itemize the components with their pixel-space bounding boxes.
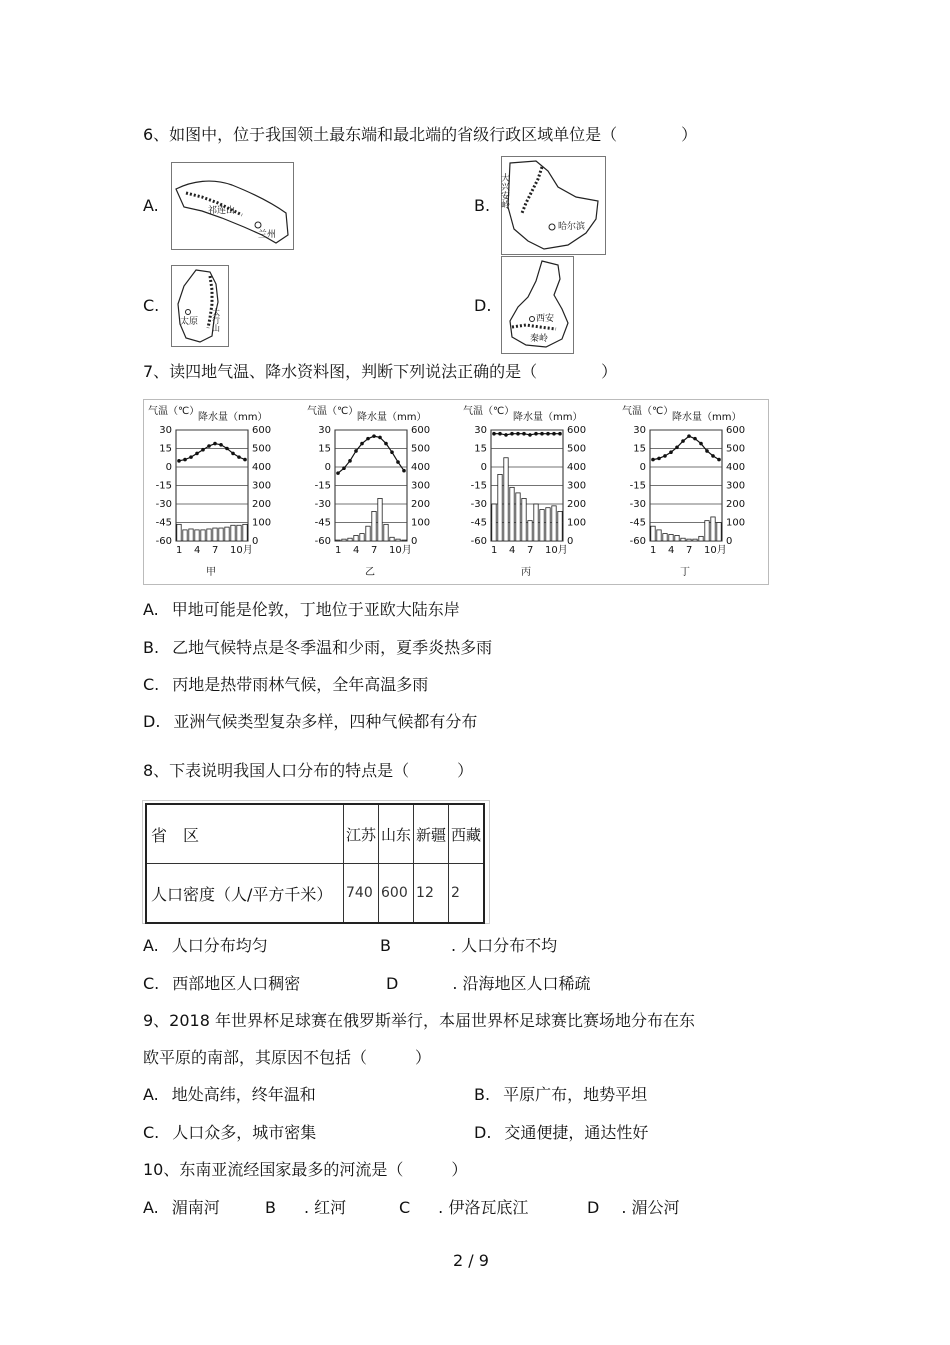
q9-option-a-text: 地处高纬，终年温和 <box>171 1085 316 1104</box>
table-province: 江苏 <box>344 804 379 864</box>
temp-point <box>717 458 721 462</box>
y-left-tick: -45 <box>155 517 172 529</box>
precip-bar <box>207 529 211 541</box>
x-tick: 10月 <box>230 545 253 556</box>
chart-title: 甲 <box>206 567 216 578</box>
precip-bar <box>705 521 709 541</box>
y-right-tick: 400 <box>252 462 272 473</box>
precip-bar <box>546 508 550 541</box>
x-tick: 10月 <box>389 545 412 556</box>
y-right-tick: 100 <box>567 517 587 529</box>
temp-point <box>360 442 364 446</box>
table-province: 山东 <box>379 804 414 864</box>
chart-title: 丙 <box>521 567 531 578</box>
y-right-tick: 600 <box>411 425 431 436</box>
map-c-label-1: 太原 <box>180 317 199 327</box>
y-left-tick: -60 <box>470 536 487 547</box>
y-right-tick: 400 <box>411 462 431 473</box>
precip-bar <box>201 530 205 541</box>
y-right-tick: 600 <box>252 425 272 436</box>
y-right-tick: 200 <box>411 499 431 510</box>
precip-bar <box>366 526 370 541</box>
chart-title: 丁 <box>680 567 690 578</box>
q9-option-a-letter: A. <box>143 1085 159 1104</box>
temp-point <box>687 434 691 438</box>
precip-axis-label: 降水量（mm） <box>357 412 427 423</box>
temp-point <box>711 454 715 458</box>
q8-option-c-text: 西部地区人口稠密 <box>172 974 301 993</box>
x-tick: 7 <box>212 545 219 556</box>
temp-axis-label: 气温（℃） <box>148 406 200 417</box>
q8-option-b <box>380 936 557 956</box>
y-right-tick: 100 <box>252 517 272 529</box>
q6-map-c <box>171 265 229 347</box>
temp-axis-label: 气温（℃） <box>622 406 674 417</box>
precip-bar <box>552 506 556 541</box>
temp-point <box>384 442 388 446</box>
map-a-label-2: 兰州 <box>258 230 277 240</box>
precip-bar <box>231 525 235 541</box>
precip-axis-label: 降水量（mm） <box>513 412 583 423</box>
precip-bar <box>219 528 223 541</box>
temp-point <box>522 432 526 436</box>
temp-point <box>552 432 556 436</box>
q9-option-b <box>474 1085 647 1105</box>
precip-bar <box>492 504 496 541</box>
x-tick: 4 <box>668 545 675 556</box>
precip-bar <box>225 527 229 541</box>
y-left-tick: -15 <box>155 480 172 492</box>
y-right-tick: 300 <box>411 480 431 492</box>
temp-point <box>219 443 223 447</box>
temp-point <box>510 432 514 436</box>
temp-point <box>237 455 241 459</box>
climate-charts-svg <box>144 400 768 584</box>
temp-point <box>231 452 235 456</box>
q7-option-c-letter: C. <box>143 675 160 694</box>
y-left-tick: -15 <box>470 480 487 492</box>
precip-bar <box>189 529 193 541</box>
precip-bar <box>711 517 715 541</box>
temp-line <box>653 436 719 459</box>
temp-point <box>657 457 661 461</box>
x-tick: 1 <box>176 545 183 556</box>
precip-bar <box>657 530 661 541</box>
q7-option-c <box>143 675 428 695</box>
x-tick: 4 <box>509 545 516 556</box>
q8-option-a-text: 人口分布均匀 <box>171 936 268 955</box>
y-left-tick: 30 <box>474 425 487 436</box>
temp-point <box>390 450 394 454</box>
precip-bar <box>336 540 340 541</box>
q9-option-b-letter: B. <box>474 1085 491 1104</box>
table-province: 西藏 <box>449 804 485 864</box>
map-d-label-1: 西安 <box>536 314 555 324</box>
y-left-tick: -60 <box>629 536 646 547</box>
q10-option-c-text: . 伊洛瓦底江 <box>438 1198 529 1217</box>
temp-point <box>189 455 193 459</box>
temp-point <box>177 459 181 463</box>
q9-option-c-text: 人口众多，城市密集 <box>172 1123 317 1142</box>
y-right-tick: 600 <box>567 425 587 436</box>
y-left-tick: -60 <box>155 536 172 547</box>
temp-point <box>498 432 502 436</box>
precip-bar <box>675 535 679 541</box>
y-left-tick: -45 <box>470 517 487 529</box>
y-right-tick: 200 <box>726 499 746 510</box>
q8-option-b-letter: B <box>380 936 391 955</box>
y-left-tick: 30 <box>159 425 172 436</box>
page-number: 2 / 9 <box>453 1251 489 1270</box>
precip-bar <box>384 524 388 541</box>
y-left-tick: 0 <box>480 462 487 473</box>
table-row-cat: 人口密度（人/平方千米） <box>146 864 344 924</box>
precip-bar <box>348 538 352 541</box>
table-density: 740 <box>344 864 379 924</box>
y-right-tick: 300 <box>567 480 587 492</box>
q7-option-d-text: 亚洲气候类型复杂多样，四种气候都有分布 <box>173 712 478 731</box>
temp-point <box>207 444 211 448</box>
y-left-tick: 0 <box>324 462 331 473</box>
precip-bar <box>651 526 655 541</box>
temp-point <box>195 452 199 456</box>
q9-option-c-letter: C. <box>143 1123 160 1142</box>
precip-bar <box>522 498 526 541</box>
q10-option-a-letter: A. <box>143 1198 159 1217</box>
temp-point <box>225 447 229 451</box>
temp-point <box>378 436 382 440</box>
temp-point <box>492 432 496 436</box>
temp-point <box>366 437 370 441</box>
q10-option-d-letter: D <box>587 1198 600 1217</box>
y-right-tick: 0 <box>567 536 574 547</box>
y-left-tick: -30 <box>314 499 331 510</box>
x-tick: 7 <box>686 545 693 556</box>
x-tick: 10月 <box>545 545 568 556</box>
x-tick: 7 <box>371 545 378 556</box>
y-right-tick: 200 <box>252 499 272 510</box>
temp-point <box>534 432 538 436</box>
precip-bar <box>396 539 400 541</box>
temp-point <box>693 437 697 441</box>
y-left-tick: 0 <box>165 462 172 473</box>
map-b-label-2: 哈尔滨 <box>558 222 586 232</box>
temp-point <box>396 460 400 464</box>
q10-stem: 10、东南亚流经国家最多的河流是（ ） <box>143 1160 468 1179</box>
precip-axis-label: 降水量（mm） <box>198 412 268 423</box>
q8-option-d-text: . 沿海地区人口稀疏 <box>452 974 591 993</box>
table-row <box>146 864 484 924</box>
map-b-label-1: 大兴安岭 <box>499 173 509 209</box>
temp-point <box>348 459 352 463</box>
temp-point <box>213 442 217 446</box>
x-tick: 1 <box>491 545 498 556</box>
temp-point <box>540 432 544 436</box>
q6-map-d <box>501 256 574 354</box>
q10-option-b-letter: B <box>265 1198 276 1217</box>
temp-point <box>342 466 346 470</box>
q9-option-d-letter: D. <box>474 1123 492 1142</box>
temp-line <box>494 434 560 435</box>
y-left-tick: 15 <box>474 443 487 455</box>
q6-option-b-letter: B. <box>474 196 491 215</box>
q6-stem: 6、如图中，位于我国领土最东端和最北端的省级行政区域单位是（ ） <box>143 125 698 144</box>
q7-option-b-letter: B. <box>143 638 160 657</box>
q9-option-a <box>143 1085 316 1105</box>
y-right-tick: 300 <box>726 480 746 492</box>
map-c-label-2: 太行山 <box>211 308 221 332</box>
q8-option-b-text: . 人口分布不均 <box>450 936 558 955</box>
precip-bar <box>195 530 199 541</box>
precip-bar <box>693 539 697 541</box>
q8-option-c-letter: C. <box>143 974 160 993</box>
precip-bar <box>213 528 217 541</box>
q9-stem-line1: 9、2018 年世界杯足球赛在俄罗斯举行，本届世界杯足球赛比赛场地分布在东 <box>143 1011 695 1030</box>
precip-bar <box>360 534 364 541</box>
q7-option-a <box>143 600 460 620</box>
temp-point <box>651 458 655 462</box>
temp-point <box>504 433 508 437</box>
precip-bar <box>177 524 181 541</box>
precip-axis-label: 降水量（mm） <box>672 412 742 423</box>
precip-bar <box>498 474 502 541</box>
temp-point <box>183 458 187 462</box>
precip-bar <box>669 535 673 541</box>
table-density: 600 <box>379 864 414 924</box>
y-right-tick: 100 <box>411 517 431 529</box>
q7-option-a-letter: A. <box>143 600 159 619</box>
temp-point <box>663 454 667 458</box>
map-d-label-2: 秦岭 <box>530 334 549 344</box>
q8-option-a-letter: A. <box>143 936 159 955</box>
map-a-label-1: 祁连山 <box>208 206 236 216</box>
q10-option-d <box>587 1198 680 1218</box>
y-right-tick: 500 <box>411 443 431 455</box>
y-right-tick: 600 <box>726 425 746 436</box>
temp-point <box>402 469 406 473</box>
q7-stem: 7、读四地气温、降水资料图，判断下列说法正确的是（ ） <box>143 362 618 381</box>
q9-option-d-text: 交通便捷，通达性好 <box>504 1123 649 1142</box>
temp-line <box>179 444 245 461</box>
q10-option-a-text: 湄南河 <box>171 1198 220 1217</box>
temp-point <box>516 432 520 436</box>
temp-point <box>546 432 550 436</box>
q6-map-b <box>501 156 606 255</box>
q9-option-d <box>474 1123 648 1143</box>
y-left-tick: 15 <box>318 443 331 455</box>
y-left-tick: -30 <box>629 499 646 510</box>
y-left-tick: -45 <box>314 517 331 529</box>
precip-bar <box>390 537 394 541</box>
y-right-tick: 300 <box>252 480 272 492</box>
precip-bar <box>681 538 685 541</box>
temp-point <box>528 433 532 437</box>
precip-bar <box>687 539 691 541</box>
precip-bar <box>183 530 187 541</box>
temp-point <box>372 434 376 438</box>
x-tick: 1 <box>335 545 342 556</box>
precip-bar <box>540 510 544 541</box>
temp-line <box>338 436 404 473</box>
precip-bar <box>516 493 520 541</box>
temp-point <box>705 449 709 453</box>
y-left-tick: 30 <box>318 425 331 436</box>
y-right-tick: 0 <box>252 536 259 547</box>
precip-bar <box>354 535 358 541</box>
q8-option-a <box>143 936 268 956</box>
q9-option-c <box>143 1123 316 1143</box>
y-left-tick: -30 <box>470 499 487 510</box>
y-right-tick: 0 <box>726 536 733 547</box>
y-right-tick: 400 <box>567 462 587 473</box>
q8-option-d <box>386 974 591 994</box>
temp-point <box>243 458 247 462</box>
y-left-tick: -30 <box>155 499 172 510</box>
x-tick: 4 <box>194 545 201 556</box>
y-left-tick: 0 <box>639 462 646 473</box>
q10-option-a <box>143 1198 220 1218</box>
precip-bar <box>510 487 514 541</box>
precip-bar <box>243 524 247 541</box>
climate-charts <box>143 399 769 585</box>
precip-bar <box>558 511 562 541</box>
y-left-tick: 30 <box>633 425 646 436</box>
q7-option-a-text: 甲地可能是伦敦，丁地位于亚欧大陆东岸 <box>171 600 460 619</box>
q10-option-b <box>265 1198 346 1218</box>
precip-bar <box>342 539 346 541</box>
y-left-tick: -45 <box>629 517 646 529</box>
population-density-table <box>145 803 485 924</box>
precip-bar <box>699 536 703 541</box>
y-right-tick: 0 <box>411 536 418 547</box>
q7-option-b <box>143 638 492 658</box>
table-density: 2 <box>449 864 485 924</box>
q7-option-b-text: 乙地气候特点是冬季温和少雨，夏季炎热多雨 <box>172 638 493 657</box>
precip-bar <box>528 521 532 541</box>
temp-point <box>354 449 358 453</box>
q10-option-c <box>399 1198 528 1218</box>
q10-option-b-text: . 红河 <box>303 1198 347 1217</box>
temp-point <box>681 439 685 443</box>
y-right-tick: 200 <box>567 499 587 510</box>
temp-point <box>669 450 673 454</box>
y-right-tick: 500 <box>252 443 272 455</box>
precip-bar <box>402 540 406 541</box>
y-left-tick: 15 <box>633 443 646 455</box>
precip-bar <box>717 523 721 542</box>
q10-option-c-letter: C <box>399 1198 411 1217</box>
table-province: 新疆 <box>414 804 449 864</box>
x-tick: 4 <box>353 545 360 556</box>
y-right-tick: 500 <box>726 443 746 455</box>
x-tick: 10月 <box>704 545 727 556</box>
temp-point <box>201 448 205 452</box>
temp-point <box>699 442 703 446</box>
y-left-tick: -15 <box>314 480 331 492</box>
y-right-tick: 500 <box>567 443 587 455</box>
q8-option-d-letter: D <box>386 974 399 993</box>
temp-point <box>675 445 679 449</box>
chart-title: 乙 <box>365 567 375 578</box>
temp-point <box>558 432 562 436</box>
q6-option-d-letter: D. <box>474 296 492 315</box>
x-tick: 1 <box>650 545 657 556</box>
q7-option-d-letter: D. <box>143 712 161 731</box>
y-right-tick: 100 <box>726 517 746 529</box>
q9-option-b-text: 平原广布，地势平坦 <box>503 1085 648 1104</box>
precip-bar <box>663 534 667 541</box>
precip-bar <box>237 525 241 541</box>
precip-bar <box>372 511 376 541</box>
y-left-tick: -15 <box>629 480 646 492</box>
q10-option-d-text: . 湄公河 <box>621 1198 680 1217</box>
table-row <box>146 804 484 864</box>
precip-bar <box>504 458 508 541</box>
x-tick: 7 <box>527 545 534 556</box>
q6-option-c-letter: C. <box>143 296 160 315</box>
y-right-tick: 400 <box>726 462 746 473</box>
precip-bar <box>378 498 382 541</box>
q6-map-a <box>171 162 294 250</box>
temp-axis-label: 气温（℃） <box>463 406 515 417</box>
q9-stem-line2: 欧平原的南部，其原因不包括（ ） <box>143 1048 432 1067</box>
y-left-tick: -60 <box>314 536 331 547</box>
q8-option-c <box>143 974 300 994</box>
q8-stem: 8、下表说明我国人口分布的特点是（ ） <box>143 761 474 780</box>
table-header-cat: 省 区 <box>146 804 344 864</box>
precip-bar <box>534 504 538 541</box>
q7-option-d <box>143 712 477 732</box>
q6-option-a-letter: A. <box>143 196 159 215</box>
table-density: 12 <box>414 864 449 924</box>
temp-axis-label: 气温（℃） <box>307 406 359 417</box>
y-left-tick: 15 <box>159 443 172 455</box>
temp-point <box>336 471 340 475</box>
q7-option-c-text: 丙地是热带雨林气候，全年高温多雨 <box>172 675 429 694</box>
